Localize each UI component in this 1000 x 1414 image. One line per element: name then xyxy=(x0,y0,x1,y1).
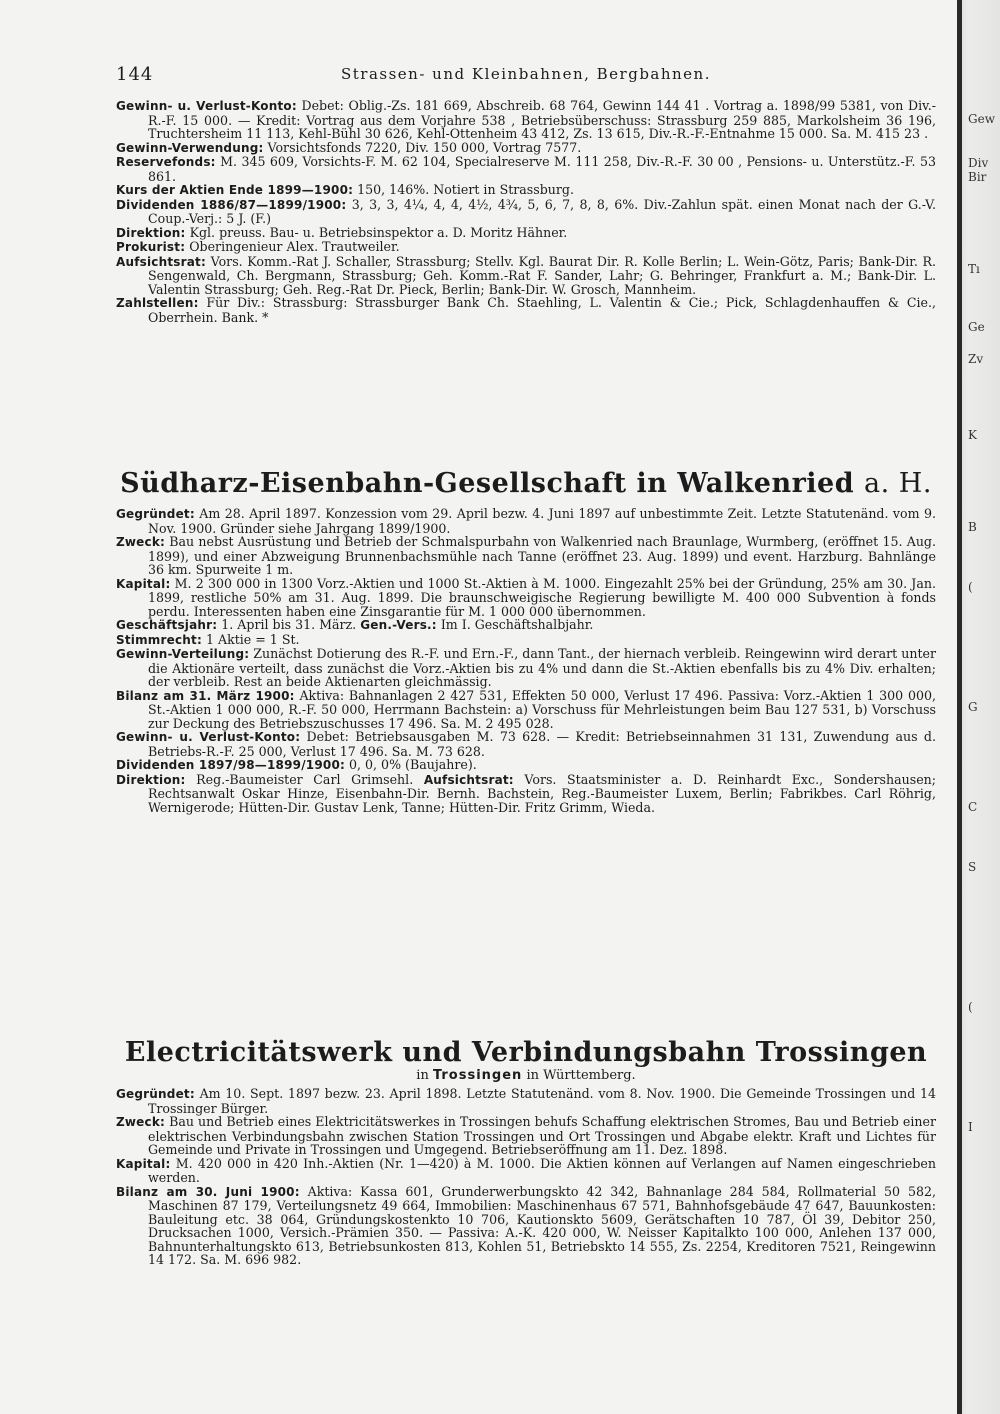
top_entries-entry xyxy=(116,155,936,183)
entry-key: Stimmrecht: xyxy=(116,632,202,647)
running-title: Strassen- und Kleinbahnen, Bergbahnen. xyxy=(340,65,711,83)
suedharz.entries-entry xyxy=(116,535,936,577)
suedharz.entries-entry xyxy=(116,773,936,815)
gutter-fragment: K xyxy=(968,428,977,442)
entry-key: Kurs der Aktien Ende 1899—1900: xyxy=(116,183,354,197)
gutter-fragment: Div xyxy=(968,156,989,170)
trossingen-subtitle: in Trossingen in Württemberg. xyxy=(416,1068,636,1083)
entry-text: Vors. Staatsminister a. D. Reinhardt Exc., Sondershausen; Rechtsanwalt Oskar Hinze, Eisenbahn-Dir. Bernh. Bachstein, Reg.-Baumeister Luxem, Berlin; Fabrikbes. Carl Röhrig, Wernigerode; Hütten-Dir. Gustav Lenk, Tanne; Hütten-Dir. Fritz Grimm, Wieda. xyxy=(148,771,936,815)
running-head xyxy=(116,64,936,84)
entry-key: Zweck: xyxy=(116,1115,166,1129)
suedharz.entries-entry xyxy=(116,730,936,758)
entry-text: Reg.-Baumeister Carl Grimsehl. xyxy=(196,771,414,787)
entry-key: Zahlstellen: xyxy=(116,296,199,310)
suedharz.entries-entry xyxy=(116,633,936,648)
gutter-fragment: Ge xyxy=(968,320,985,334)
top_entries-entry xyxy=(116,99,936,141)
top_entries-entry xyxy=(116,296,936,324)
entry-text: M. 345 609, Vorsichts-F. M. 62 104, Specialreserve M. 111 258, Div.-R.-F. 30 00 , Pensions- u. Unterstütz.-F. 53 861. xyxy=(148,154,936,184)
entry-key: Dividenden 1897/98—1899/1900: xyxy=(116,758,345,772)
entry-key: Aufsichtsrat: xyxy=(116,254,206,269)
gutter-fragment: Gew xyxy=(968,112,995,126)
gutter-fragment: B xyxy=(968,520,977,534)
top_entries-entry xyxy=(116,198,936,226)
entry-text: Am 10. Sept. 1897 bezw. 23. April 1898. Letzte Statutenänd. vom 8. Nov. 1900. Die Gemeinde Trossingen und 14 Trossinger Bürger. xyxy=(148,1086,936,1116)
entry-key: Aufsichtsrat: xyxy=(423,772,514,787)
next-page-edge xyxy=(957,0,1000,1414)
entry-key: Bilanz am 30. Juni 1900: xyxy=(116,1184,300,1199)
entry-text: Kgl. preuss. Bau- u. Betriebsinspektor a. D. Moritz Hähner. xyxy=(189,224,568,240)
entry-key: Kapital: xyxy=(116,576,171,591)
entry-text: 1 Aktie = 1 St. xyxy=(205,631,300,647)
entry-text: Für Div.: Strassburg: Strassburger Bank Ch. Staehling, L. Valentin & Cie.; Pick, Schlagdenhauffen & Cie., Oberrhein. Bank. * xyxy=(148,295,936,325)
top_entries-entry xyxy=(116,240,936,255)
entry-key: Direktion: xyxy=(116,225,186,240)
suedharz.entries-entry xyxy=(116,647,936,689)
entry-text: Bau und Betrieb eines Elektricitätswerkes in Trossingen behufs Schaffung elektrischen Stromes, Bau und Betrieb einer elektrischen Verbindungsbahn zwischen Station Trossingen und Ort Trossingen und Abgabe elektr. Kraft und Lichtes für Gemeinde und Private in Trossingen und Umgegend. Betriebseröffnung am 11. Dez. 1898. xyxy=(148,1114,936,1157)
entry-text: Vors. Komm.-Rat J. Schaller, Strassburg; Stellv. Kgl. Baurat Dir. R. Kolle Berlin; L. Wein-Götz, Paris; Bank-Dir. R. Sengenwald, Ch. Bergmann, Strassburg; Geh. Komm.-Rat F. Sander, Lahr; G. Behringer, Frankfurt a. M.; Bank-Dir. L. Valentin Strassburg; Geh. Reg.-Rat Dr. Pieck, Berlin; Bank-Dir. W. Grosch, Mannheim. xyxy=(148,253,936,297)
entry-text: Oberingenieur Alex. Trautweiler. xyxy=(189,239,400,254)
top_entries-entry xyxy=(116,226,936,241)
entry-text: 0, 0, 0% (Baujahre). xyxy=(349,757,477,772)
entry-text: Bau nebst Ausrüstung und Betrieb der Schmalspurbahn von Walkenried nach Braunlage, Wurmberg, (eröffnet 15. Aug. 1899), und einer Abzweigung Brunnenbachsmühle nach Tanne (eröffnet 23. Aug. 1899) und event. Harzburg. Bahnlänge 36 km. Spurweite 1 m. xyxy=(148,534,936,577)
entry-text: Debet: Oblig.-Zs. 181 669, Abschreib. 68 764, Gewinn 144 41 . Vortrag a. 1898/99 5381, von Div.-R.-F. 15 000. — Kredit: Vortrag aus dem Vorjahre 538 , Betriebsüberschuss: Strassburg 259 885, Markolsheim 36 196, Truchtersheim 11 113, Kehl-Bühl 30 626, Kehl-Ottenheim 43 412, Zs. 13 615, Div.-R.-F.-Entnahme 15 000. Sa. M. 415 23 . xyxy=(148,98,936,141)
entry-text: 3, 3, 3, 4¼, 4, 4, 4½, 4¾, 5, 6, 7, 8, 8, 6%. Div.-Zahlun spät. einen Monat nach der G.-V. Coup.-Verj.: 5 J. (F.) xyxy=(148,196,936,226)
entry-key: Bilanz am 31. März 1900: xyxy=(116,688,295,703)
top-entries xyxy=(116,99,936,324)
page-number: 144 xyxy=(116,64,154,85)
entry-text: Aktiva: Bahnanlagen 2 427 531, Effekten 50 000, Verlust 17 496. Passiva: Vorz.-Aktien 1 300 000, St.-Aktien 1 000 000, R.-F. 50 000, Herrmann Bachstein: a) Vorschuss für Mehrleistungen beim Bau 127 531, b) Vorschuss zur Deckung des Betriebszuschusses 17 496. Sa. M. 2 495 028. xyxy=(148,687,936,731)
top-section xyxy=(116,99,936,324)
entry-text: Debet: Betriebsausgaben M. 73 628. — Kredit: Betriebseinnahmen 31 131, Zuwendung aus d. Betriebs-R.-F. 25 000, Verlust 17 496. Sa. M. 73 628. xyxy=(148,729,936,759)
suedharz.entries-entry xyxy=(116,577,936,619)
entry-key: Prokurist: xyxy=(116,240,186,254)
entry-key: Geschäftsjahr: xyxy=(116,618,218,632)
entry-key: Zweck: xyxy=(116,535,166,549)
entry-key: Gewinn-Verteilung: xyxy=(116,647,250,661)
gutter-fragment: G xyxy=(968,700,978,714)
top_entries-entry xyxy=(116,183,936,198)
entry-key: Gewinn- u. Verlust-Konto: xyxy=(116,99,297,113)
trossingen.entries-entry xyxy=(116,1157,936,1185)
entry-text: Zunächst Dotierung des R.-F. und Ern.-F., dann Tant., der hiernach verbleib. Reingewinn wird derart unter die Aktionäre verteilt, dass zunächst die Vorz.-Aktien bis zu 4% und dann die St.-Aktien ebenfalls bis zu 4% Div. erhalten; der verbleib. Rest an beide Aktienarten gleichmässig. xyxy=(148,646,936,689)
suedharz.entries-entry xyxy=(116,618,936,633)
entry-key: Gewinn- u. Verlust-Konto: xyxy=(116,730,301,744)
suedharz.entries-entry xyxy=(116,507,936,535)
suedharz-section xyxy=(116,468,936,814)
gutter-fragment: Bir xyxy=(968,170,987,184)
entry-text: M. 2 300 000 in 1300 Vorz.-Aktien und 1000 St.-Aktien à M. 1000. Eingezahlt 25% bei der Gründung, 25% am 30. Jan. 1899, restliche 50% am 31. Aug. 1899. Die braunschweigische Regierung bewilligte M. 400 000 Subvention à fonds perdu. Interessenten haben eine Zinsgarantie für M. 1 000 000 übernommen. xyxy=(148,575,936,619)
entry-text: Aktiva: Kassa 601, Grunderwerbungskto 42 342, Bahnanlage 284 584, Rollmaterial 50 582, Maschinen 87 179, Verteilungsnetz 49 664, Immobilien: Maschinenhaus 67 571, Bahnhofsgebäude 47 647, Bauunkosten: Bauleitung etc. 38 064, Gründungskostenkto 10 706, Kautionskto 5609, Gerätschaften 10 787, Öl 39, Debitor 250, Drucksachen 1000, Versich.-Prämien 350. — Passiva: A.-K. 420 000, W. Neisser Kapitalkto 100 000, Anlehen 137 000, Bahnunterhaltungskto 613, Betriebsunkosten 813, Kohlen 51, Betriebskto 14 555, Zs. 2254, Kreditoren 7521, Reingewinn 14 172. Sa. M. 696 982. xyxy=(148,1183,936,1267)
trossingen-section xyxy=(116,1037,936,1267)
binding-rule xyxy=(957,0,962,1414)
trossingen.entries-entry xyxy=(116,1087,936,1115)
entry-text: Vorsichtsfonds 7220, Div. 150 000, Vortrag 7577. xyxy=(267,139,582,155)
gutter-fragment: C xyxy=(968,800,978,814)
entry-text: 1. April bis 31. März. xyxy=(221,617,357,632)
gutter-fragment: ( xyxy=(968,1000,973,1014)
gutter-fragment: S xyxy=(968,860,977,874)
top_entries-entry xyxy=(116,255,936,297)
entry-text: Im I. Geschäftshalbjahr. xyxy=(440,617,594,632)
top_entries-entry xyxy=(116,141,936,156)
suedharz-title: Südharz-Eisenbahn-Gesellschaft in Walkenried a. H. xyxy=(120,468,932,499)
trossingen-entries xyxy=(116,1087,936,1267)
entry-key: Gegründet: xyxy=(116,1087,195,1101)
gutter-fragment: Tı xyxy=(968,262,980,276)
entry-key: Dividenden 1886/87—1899/1900: xyxy=(116,197,347,212)
gutter-fragment: I xyxy=(968,1120,973,1134)
entry-text: Am 28. April 1897. Konzession vom 29. April bezw. 4. Juni 1897 auf unbestimmte Zeit. Letzte Statutenänd. vom 9. Nov. 1900. Gründer siehe Jahrgang 1899/1900. xyxy=(148,506,936,536)
entry-key: Kapital: xyxy=(116,1156,171,1171)
trossingen-title: Electricitätswerk und Verbindungsbahn Trossingen xyxy=(124,1037,928,1068)
entry-key: Gen.-Vers.: xyxy=(360,618,437,632)
suedharz.entries-entry xyxy=(116,758,936,773)
trossingen.entries-entry xyxy=(116,1115,936,1157)
suedharz-entries xyxy=(116,507,936,814)
gutter-fragment: ( xyxy=(968,580,973,594)
gutter-fragment: Zv xyxy=(968,352,984,366)
entry-key: Direktion: xyxy=(116,772,186,787)
suedharz.entries-entry xyxy=(116,689,936,731)
entry-key: Gewinn-Verwendung: xyxy=(116,140,264,155)
entry-text: M. 420 000 in 420 Inh.-Aktien (Nr. 1—420) à M. 1000. Die Aktien können auf Verlangen auf Namen eingeschrieben werden. xyxy=(148,1155,936,1185)
entry-key: Reservefonds: xyxy=(116,155,216,169)
trossingen.entries-entry xyxy=(116,1185,936,1267)
entry-key: Gegründet: xyxy=(116,507,195,521)
entry-text: 150, 146%. Notiert in Strassburg. xyxy=(357,182,574,197)
